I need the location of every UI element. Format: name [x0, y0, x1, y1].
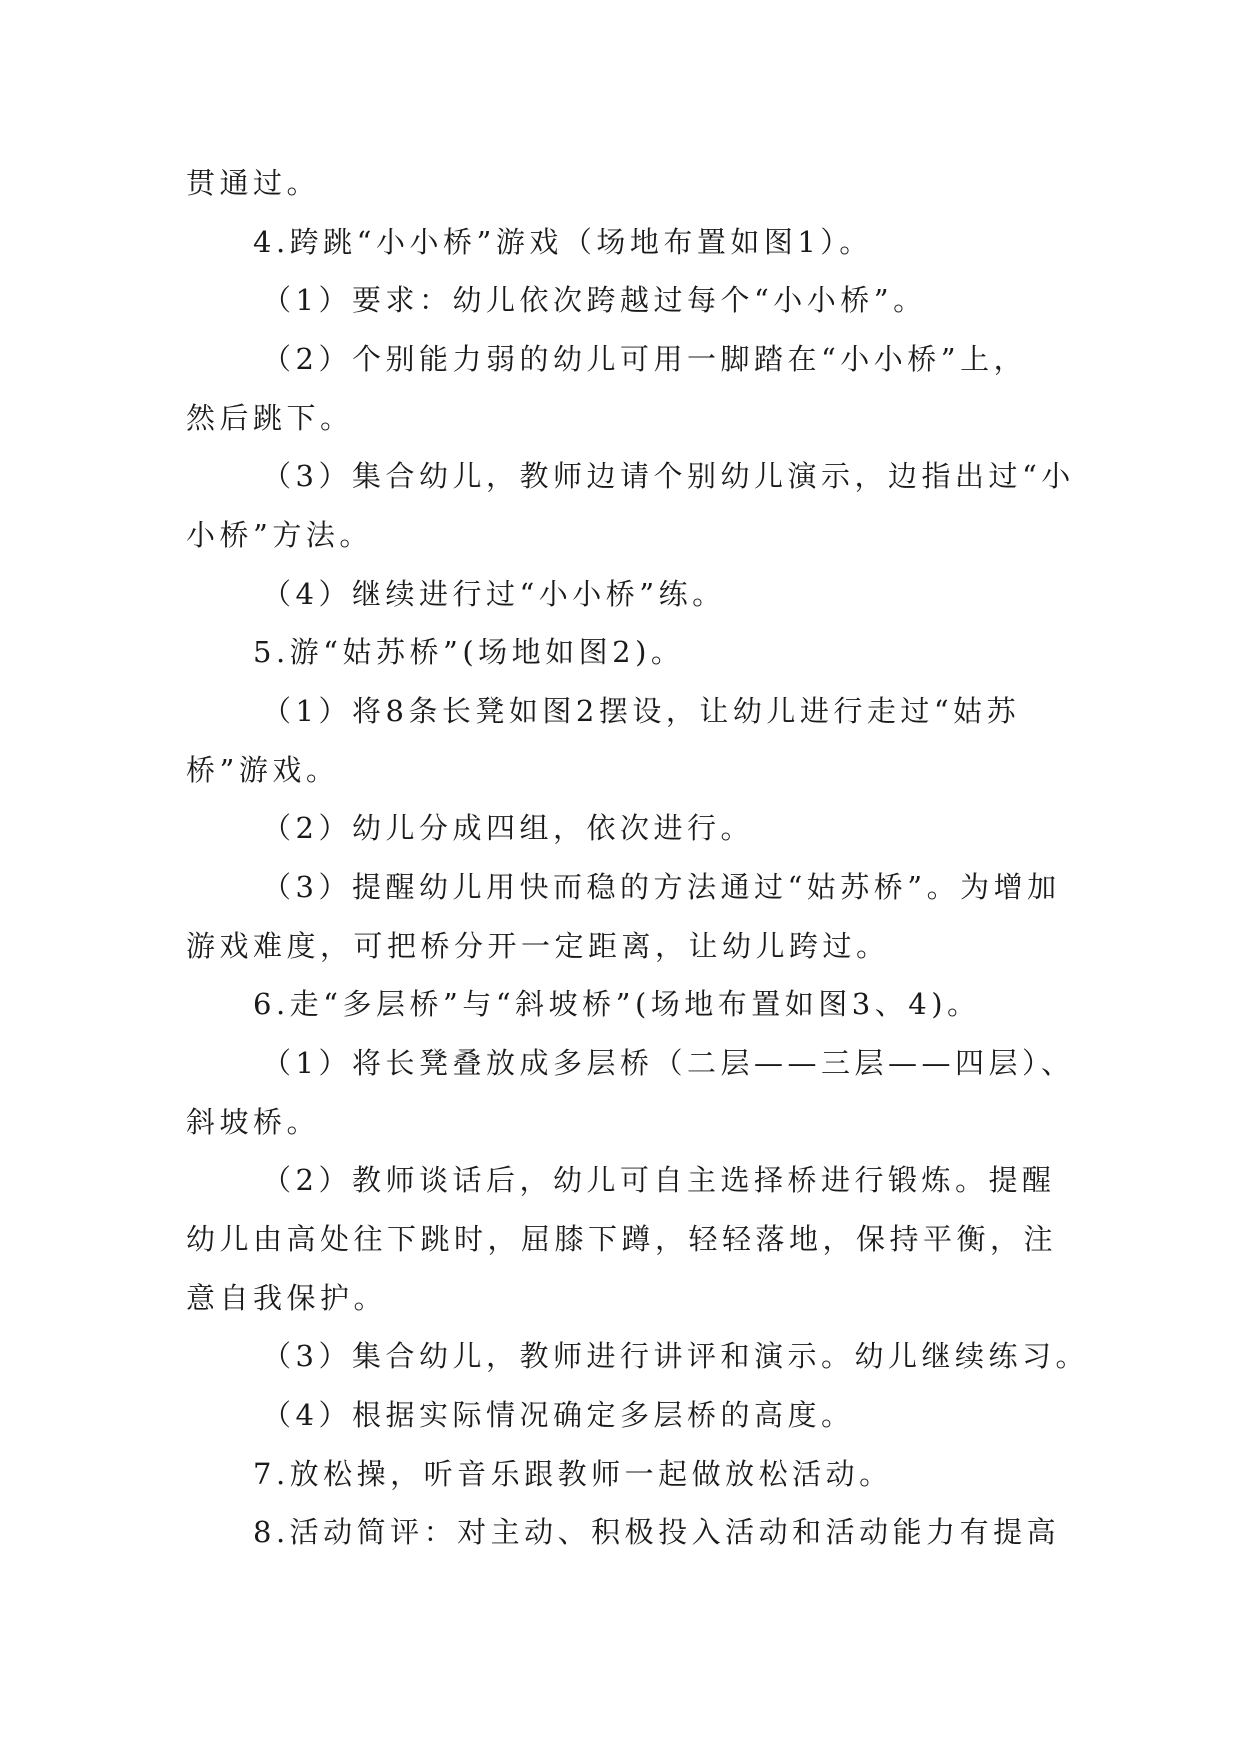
list-item: （4）根据实际情况确定多层桥的高度。: [262, 1398, 855, 1432]
text-line: 小桥”方法。: [186, 518, 373, 552]
text-line: 贯通过。: [186, 166, 321, 200]
text-line: 游戏难度，可把桥分开一定距离，让幼儿跨过。: [186, 929, 890, 963]
text-line: 幼儿由高处往下跳时，屈膝下蹲，轻轻落地，保持平衡，注: [186, 1222, 1058, 1256]
section-heading-8: 8.活动简评：对主动、积极投入活动和活动能力有提高: [253, 1515, 1061, 1549]
text-line: 然后跳下。: [186, 401, 354, 435]
section-heading-6: 6.走“多层桥”与“斜坡桥”(场地布置如图3、4)。: [253, 987, 981, 1021]
list-item: （4）继续进行过“小小桥”练。: [262, 577, 726, 611]
section-heading-7: 7.放松操，听音乐跟教师一起做放松活动。: [253, 1457, 893, 1491]
list-item: （2）幼儿分成四组，依次进行。: [262, 811, 754, 845]
list-item: （3）集合幼儿，教师进行讲评和演示。幼儿继续练习。: [262, 1339, 1089, 1373]
text-line: 桥”游戏。: [186, 753, 340, 787]
list-item: （3）集合幼儿，教师边请个别幼儿演示，边指出过“小: [262, 459, 1075, 493]
list-item: （1）要求：幼儿依次跨越过每个“小小桥”。: [262, 283, 927, 317]
list-item: （3）提醒幼儿用快而稳的方法通过“姑苏桥”。为增加: [262, 870, 1061, 904]
list-item: （2）教师谈话后，幼儿可自主选择桥进行锻炼。提醒: [262, 1163, 1056, 1197]
text-line: 意自我保护。: [186, 1281, 388, 1315]
list-item: （1）将8条长凳如图2摆设，让幼儿进行走过“姑苏: [262, 694, 1021, 728]
text-line: 斜坡桥。: [186, 1105, 321, 1139]
section-heading-5: 5.游“姑苏桥”(场地如图2)。: [253, 635, 685, 669]
list-item: （1）将长凳叠放成多层桥（二层——三层——四层）、: [262, 1046, 1075, 1080]
list-item: （2）个别能力弱的幼儿可用一脚踏在“小小桥”上，: [262, 342, 1028, 376]
section-heading-4: 4.跨跳“小小桥”游戏（场地布置如图1）。: [253, 225, 873, 259]
